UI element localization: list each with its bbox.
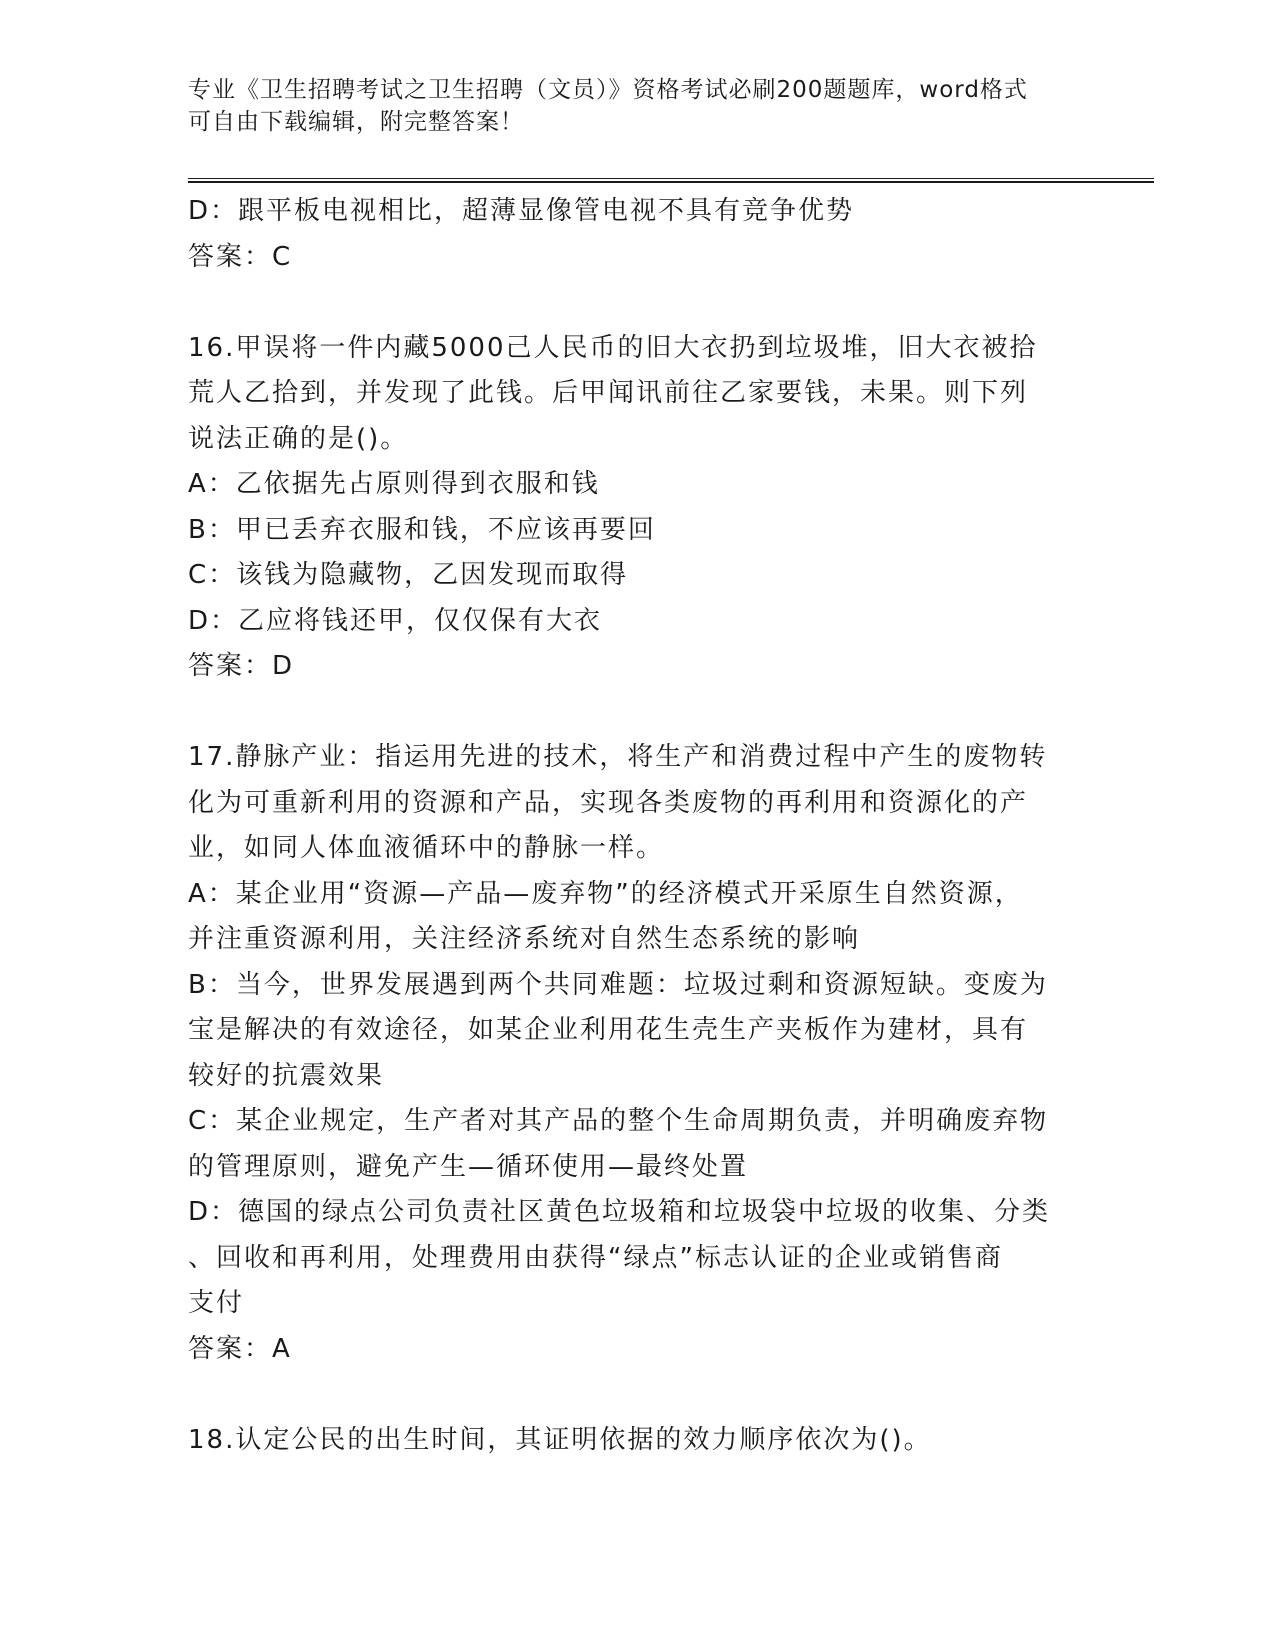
- question-stem-line: 化为可重新利用的资源和产品，实现各类废物的再利用和资源化的产: [188, 787, 1029, 818]
- option-c-line: C：某企业规定，生产者对其产品的整个生命周期负责，并明确废弃物: [188, 1106, 1049, 1136]
- spacer: [188, 1372, 1068, 1418]
- header-divider-thick: [188, 181, 1154, 183]
- question-16: [188, 326, 1068, 690]
- option-d-line: D：德国的绿点公司负责社区黄色垃圾箱和垃圾袋中垃圾的收集、分类: [188, 1197, 1051, 1227]
- question-stem-line: 16.甲误将一件内藏5000己人民币的旧大衣扔到垃圾堆，旧大衣被拾: [188, 332, 1038, 363]
- option-d-line: 支付: [188, 1288, 245, 1318]
- document-header: [188, 74, 1068, 138]
- question-17: [188, 735, 1068, 1372]
- option-b-line: 较好的抗震效果: [188, 1060, 385, 1091]
- question-18: [188, 1418, 1068, 1464]
- question-stem-line: 18.认定公民的出生时间，其证明依据的效力顺序依次为()。: [188, 1424, 932, 1455]
- option-c-line: 的管理原则，避免产生—循环使用—最终处置: [188, 1151, 749, 1182]
- header-line-1: 专业《卫生招聘考试之卫生招聘（文员）》资格考试必刷200题题库，word格式: [188, 77, 1028, 103]
- header-line-2: 可自由下载编辑，附完整答案！: [188, 109, 524, 135]
- option-b: B：甲已丢弃衣服和钱，不应该再要回: [188, 514, 656, 545]
- spacer: [188, 690, 1068, 736]
- option-a-line: 并注重资源利用，关注经济系统对自然生态系统的影响: [188, 924, 861, 954]
- option-d: D：跟平板电视相比，超薄显像管电视不具有竞争优势: [188, 196, 855, 226]
- option-c: C：该钱为隐藏物，乙因发现而取得: [188, 560, 629, 590]
- question-stem-line: 业，如同人体血液循环中的静脉一样。: [188, 833, 665, 863]
- question-content: [188, 189, 1068, 1463]
- option-b-line: 宝是解决的有效途径，如某企业利用花生壳生产夹板作为建材，具有: [188, 1015, 1029, 1045]
- question-stem-line: 说法正确的是()。: [188, 423, 409, 454]
- option-d: D：乙应将钱还甲，仅仅保有大衣: [188, 605, 603, 636]
- option-a: A：乙依据先占原则得到衣服和钱: [188, 469, 600, 499]
- question-stem-line: 17.静脉产业：指运用先进的技术，将生产和消费过程中产生的废物转: [188, 742, 1048, 772]
- option-a-line: A：某企业用“资源—产品—废弃物”的经济模式开采原生自然资源，: [188, 878, 1023, 909]
- answer-line: 答案：A: [188, 1333, 292, 1364]
- question-15-tail: [188, 189, 1068, 280]
- header-divider-thin: [188, 178, 1154, 179]
- question-stem-line: 荒人乙拾到，并发现了此钱。后甲闻讯前往乙家要钱，未果。则下列: [188, 378, 1029, 408]
- option-b-line: B：当今，世界发展遇到两个共同难题：垃圾过剩和资源短缺。变废为: [188, 969, 1048, 1000]
- answer-line: 答案：C: [188, 241, 293, 272]
- option-d-line: 、回收和再利用，处理费用由获得“绿点”标志认证的企业或销售商: [188, 1242, 1003, 1273]
- answer-line: 答案：D: [188, 651, 295, 681]
- spacer: [188, 280, 1068, 326]
